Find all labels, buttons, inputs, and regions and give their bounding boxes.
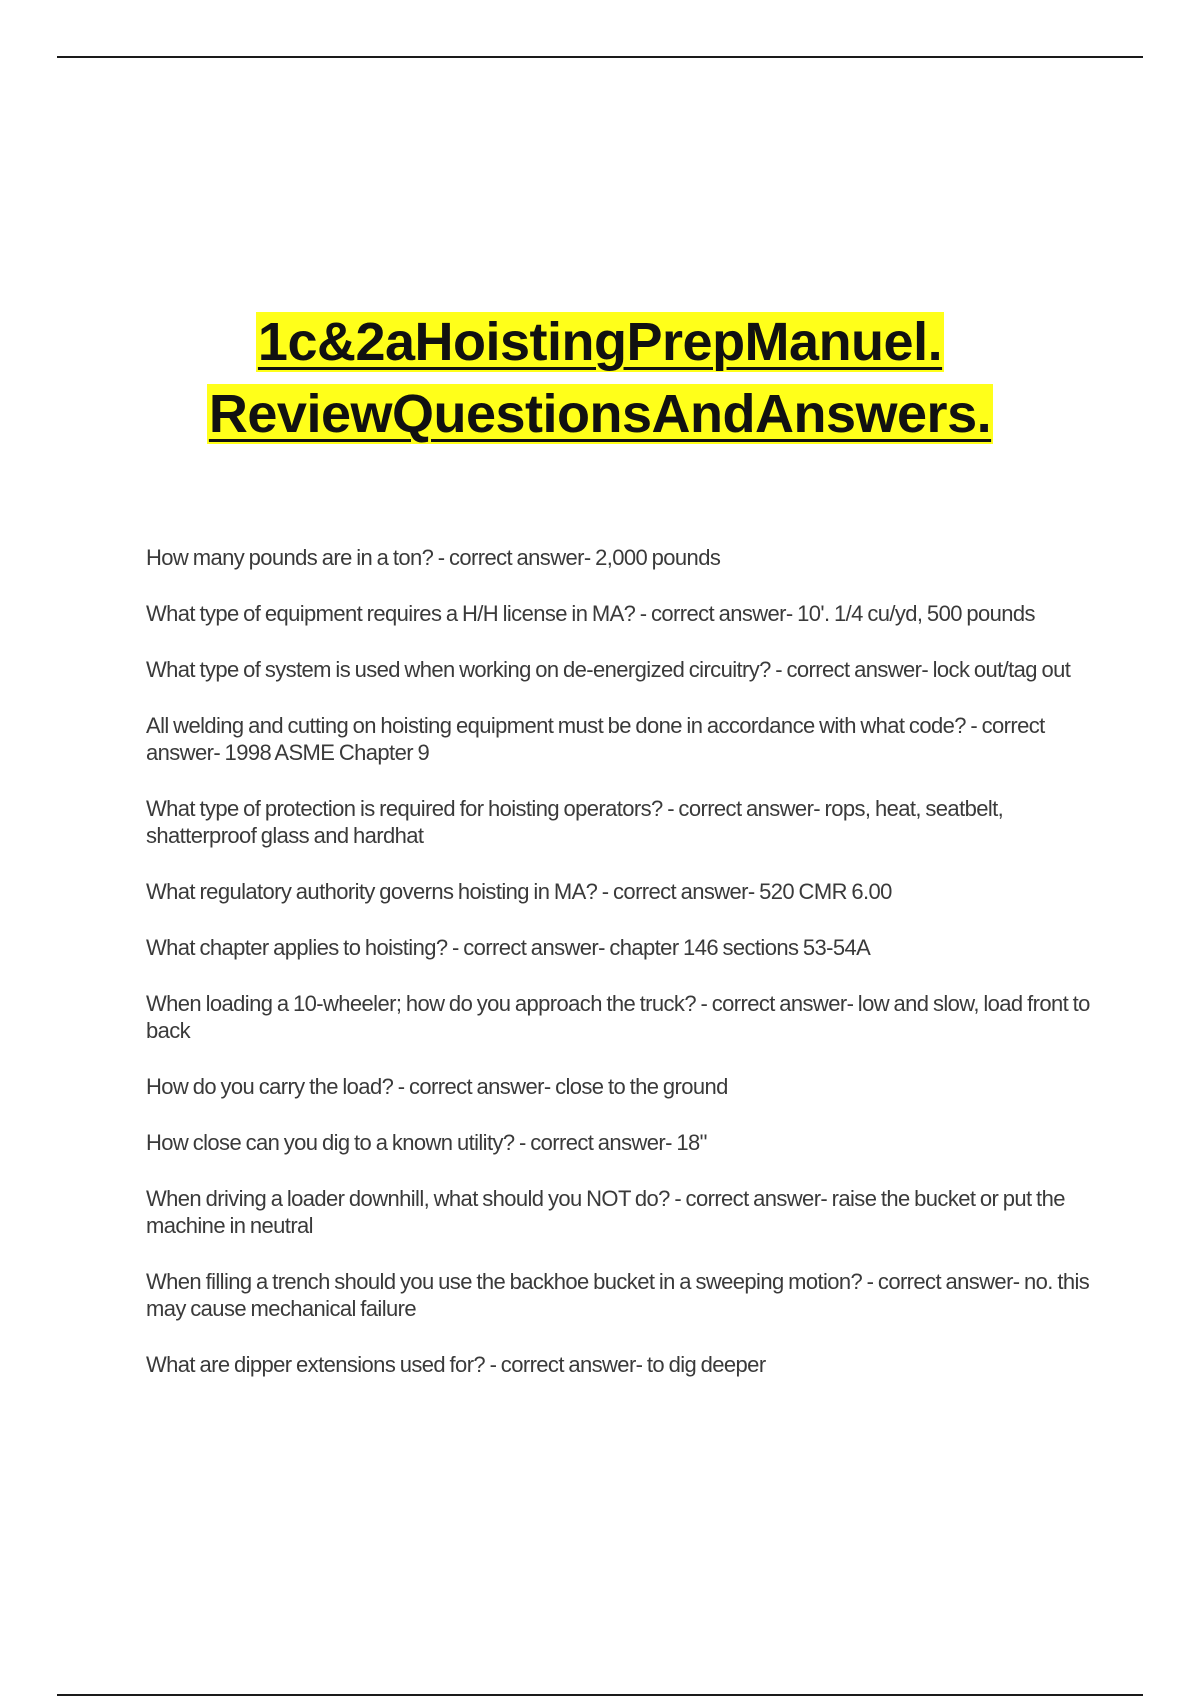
qa-item: All welding and cutting on hoisting equipment must be done in accordance with what code? - correct answer- 1998 ASME Chapter 9 bbox=[146, 713, 1045, 765]
header-rule bbox=[57, 56, 1143, 58]
qa-item: What regulatory authority governs hoisting in MA? - correct answer- 520 CMR 6.00 bbox=[146, 879, 892, 904]
title-line-2 bbox=[0, 378, 1200, 450]
title-line-1 bbox=[0, 306, 1200, 378]
qa-item: What type of equipment requires a H/H license in MA? - correct answer- 10'. 1/4 cu/yd, 500 pounds bbox=[146, 601, 1035, 626]
qa-item: How do you carry the load? - correct answer- close to the ground bbox=[146, 1074, 728, 1099]
qa-item: What type of protection is required for hoisting operators? - correct answer- rops, heat, seatbelt, shatterproof glass and hardhat bbox=[146, 796, 1004, 848]
qa-item: What chapter applies to hoisting? - correct answer- chapter 146 sections 53-54A bbox=[146, 935, 871, 960]
qa-item: How many pounds are in a ton? - correct answer- 2,000 pounds bbox=[146, 545, 721, 570]
qa-item: What are dipper extensions used for? - correct answer- to dig deeper bbox=[146, 1352, 766, 1377]
title-text-1: 1c&2aHoistingPrepManuel. bbox=[257, 312, 943, 372]
qa-item: What type of system is used when working on de-energized circuitry? - correct answer- lock out/tag out bbox=[146, 657, 1071, 682]
qa-item: How close can you dig to a known utility? - correct answer- 18" bbox=[146, 1130, 707, 1155]
qa-item: When filling a trench should you use the backhoe bucket in a sweeping motion? - correct answer- no. this may cause mechanical failure bbox=[146, 1269, 1090, 1321]
document-title bbox=[0, 306, 1200, 450]
qa-list bbox=[146, 544, 1096, 1407]
title-text-2: ReviewQuestionsAndAnswers. bbox=[208, 384, 992, 444]
qa-item: When driving a loader downhill, what should you NOT do? - correct answer- raise the bucket or put the machine in neutral bbox=[146, 1186, 1065, 1238]
qa-item: When loading a 10-wheeler; how do you approach the truck? - correct answer- low and slow, load front to back bbox=[146, 991, 1090, 1043]
footer-rule bbox=[57, 1694, 1143, 1696]
